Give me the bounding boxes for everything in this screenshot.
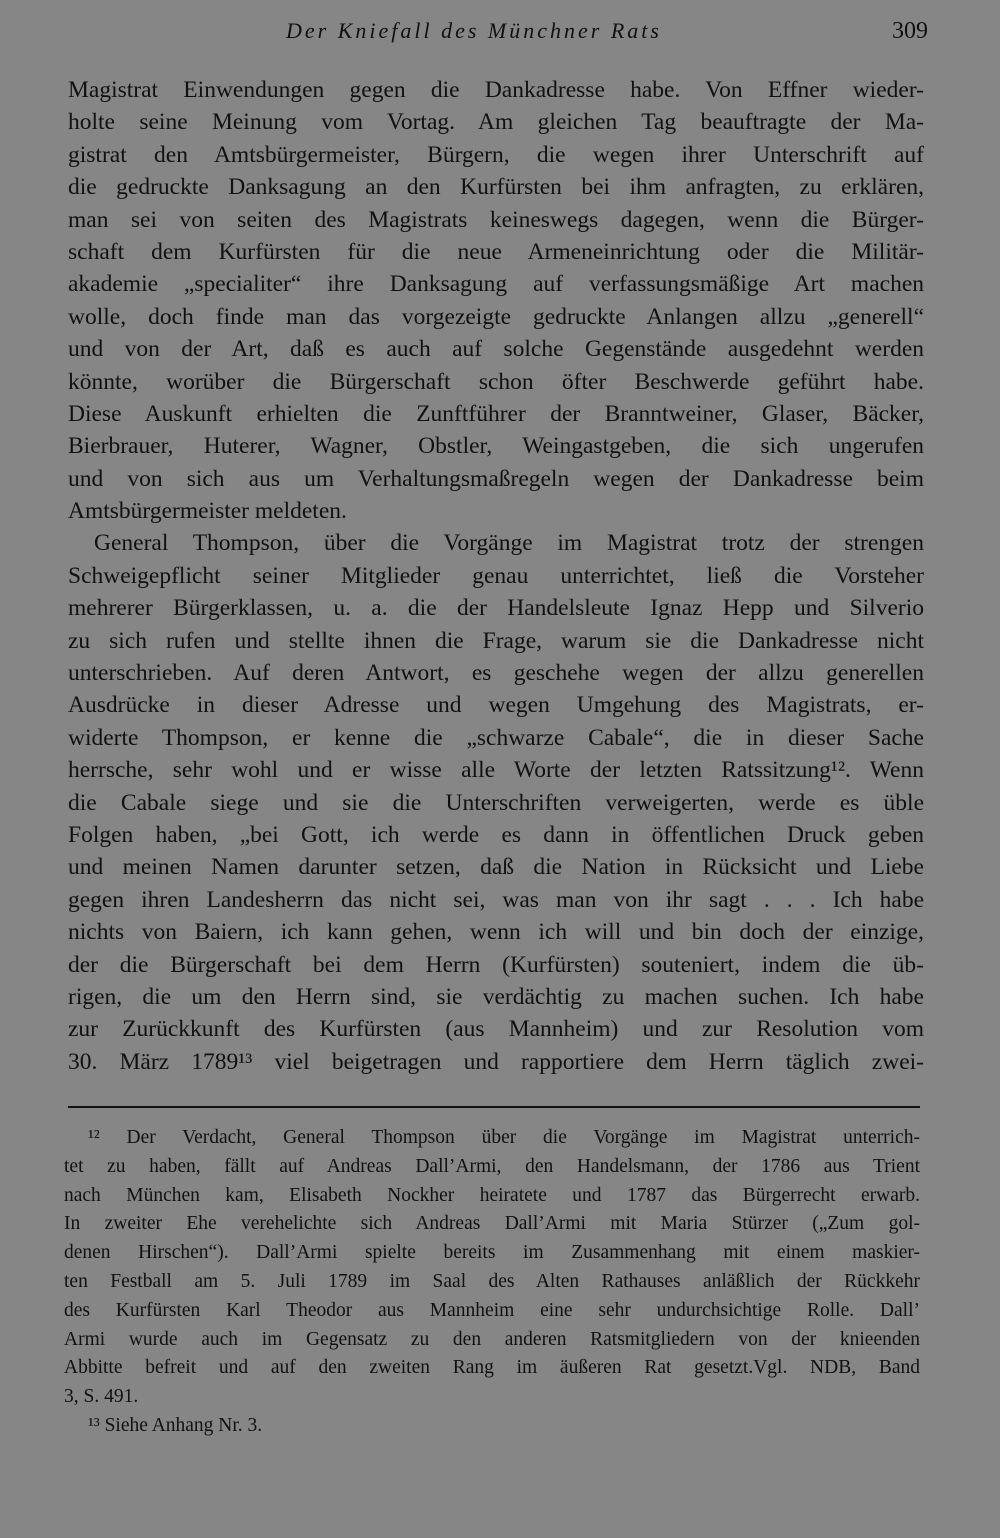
footnotes: [64, 1124, 920, 1441]
footnote-line: Armi wurde auch im Gegensatz zu den anderen Ratsmitgliedern von der knieenden: [64, 1328, 920, 1350]
footnote-line: In zweiter Ehe verehelichte sich Andreas Dall’Armi mit Maria Stürzer („Zum gol-: [64, 1213, 920, 1235]
footnote-line: 3, S. 491.: [64, 1386, 139, 1408]
body-line: Magistrat Einwendungen gegen die Dankadresse habe. Von Effner wieder-: [68, 77, 924, 103]
body-line: Schweigepflicht seiner Mitglieder genau unterrichtet, ließ die Vorsteher: [68, 562, 924, 589]
body-line: widerte Thompson, er kenne die „schwarze Cabale“, die in dieser Sache: [68, 724, 924, 751]
body-line: nichts von Baiern, ich kann gehen, wenn ich will und bin doch der einzige,: [68, 919, 924, 946]
body-line: herrsche, sehr wohl und er wisse alle Worte der letzten Ratssitzung¹². Wenn: [68, 757, 924, 784]
body-line: mehrerer Bürgerklassen, u. a. die der Handelsleute Ignaz Hepp und Silverio: [68, 595, 924, 622]
footnote-line: ten Festball am 5. Juli 1789 im Saal des Alten Rathauses anläßlich der Rückkehr: [64, 1270, 920, 1292]
body-line: man sei von seiten des Magistrats keineswegs dagegen, wenn die Bürger-: [68, 206, 924, 233]
body-line: und von sich aus um Verhaltungsmaßregeln wegen der Dankadresse beim: [68, 465, 924, 492]
body-line: Bierbrauer, Huterer, Wagner, Obstler, Weingastgeben, die sich ungerufen: [68, 433, 924, 460]
body-line: Ausdrücke in dieser Adresse und wegen Umgehung des Magistrats, er-: [68, 692, 924, 719]
footnote-line: ¹² Der Verdacht, General Thompson über die Vorgänge im Magistrat unterrich-: [88, 1127, 920, 1148]
body-text: [68, 74, 924, 1078]
body-line: General Thompson, über die Vorgänge im Magistrat trotz der strengen: [94, 530, 924, 557]
running-title: Der Kniefall des Münchner Rats: [286, 18, 662, 43]
body-line: holte seine Meinung vom Vortag. Am gleichen Tag beauftragte der Ma-: [68, 109, 924, 136]
footnote-line: ¹³ Siehe Anhang Nr. 3.: [88, 1414, 263, 1436]
body-line: wolle, doch finde man das vorgezeigte gedruckte Anlangen allzu „generell“: [68, 303, 924, 330]
body-line: der die Bürgerschaft bei dem Herrn (Kurfürsten) souteniert, indem die üb-: [68, 951, 924, 978]
footnote-line: nach München kam, Elisabeth Nockher heiratete und 1787 das Bürgerrecht erwarb.: [64, 1184, 920, 1206]
body-line: die Cabale siege und sie die Unterschriften verweigerten, werde es üble: [68, 789, 924, 816]
body-line: die gedruckte Danksagung an den Kurfürsten bei ihm anfragten, zu erklären,: [68, 174, 924, 201]
body-line: akademie „specialiter“ ihre Danksagung auf verfassungsmäßige Art machen: [68, 271, 924, 298]
body-line: Folgen haben, „bei Gott, ich werde es dann in öffentlichen Druck geben: [68, 821, 924, 848]
body-line: schaft dem Kurfürsten für die neue Armeneinrichtung oder die Militär-: [68, 238, 924, 265]
body-line: 30. März 1789¹³ viel beigetragen und rapportiere dem Herrn täglich zwei-: [68, 1048, 924, 1075]
body-line: und meinen Namen darunter setzen, daß die Nation in Rücksicht und Liebe: [68, 854, 924, 881]
body-line: gistrat den Amtsbürgermeister, Bürgern, die wegen ihrer Unterschrift auf: [68, 141, 924, 168]
body-line: rigen, die um den Herrn sind, sie verdächtig zu machen suchen. Ich habe: [68, 983, 924, 1010]
body-line: könnte, worüber die Bürgerschaft schon öfter Beschwerde geführt habe.: [68, 368, 924, 395]
footnote-line: Abbitte befreit und auf den zweiten Rang im äußeren Rat gesetzt.Vgl. NDB, Band: [64, 1357, 920, 1379]
body-line: gegen ihren Landesherrn das nicht sei, was man von ihr sagt . . . Ich habe: [68, 886, 924, 913]
footnote-line: tet zu haben, fällt auf Andreas Dall’Armi, den Handelsmann, der 1786 aus Trient: [64, 1155, 920, 1177]
body-line: zur Zurückkunft des Kurfürsten (aus Mannheim) und zur Resolution vom: [68, 1016, 924, 1043]
body-line: Diese Auskunft erhielten die Zunftführer der Branntweiner, Glaser, Bäcker,: [68, 400, 924, 427]
footnote-line: denen Hirschen“). Dall’Armi spielte bereits im Zusammenhang mit einem maskier-: [64, 1242, 920, 1264]
body-line: zu sich rufen und stellte ihnen die Frage, warum sie die Dankadresse nicht: [68, 627, 924, 654]
body-line: Amtsbürgermeister meldeten.: [68, 498, 347, 525]
footnote-divider: [68, 1106, 920, 1108]
page-header: [0, 14, 1000, 50]
body-line: und von der Art, daß es auch auf solche Gegenstände ausgedehnt werden: [68, 336, 924, 363]
footnote-line: des Kurfürsten Karl Theodor aus Mannheim eine sehr undurchsichtige Rolle. Dall’: [64, 1299, 920, 1321]
body-line: unterschrieben. Auf deren Antwort, es geschehe wegen der allzu generellen: [68, 660, 924, 687]
page-number: 309: [892, 18, 928, 44]
